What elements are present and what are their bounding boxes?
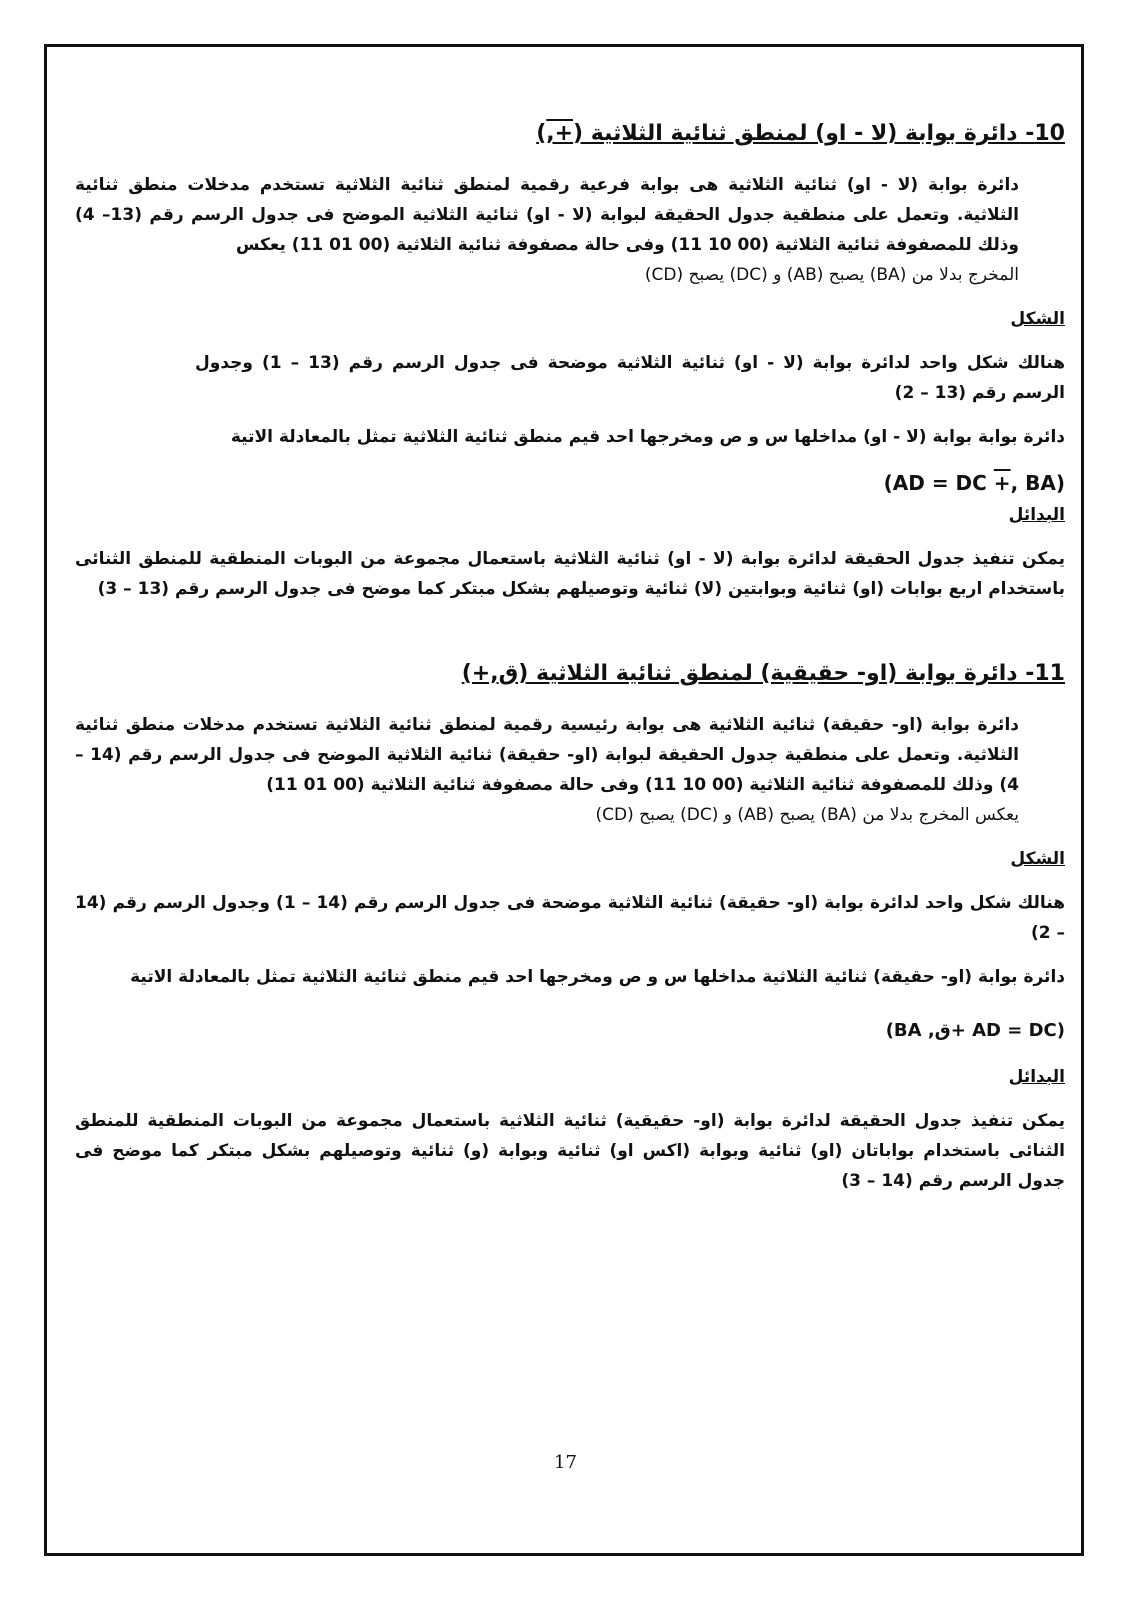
section-11-intro-last-line: يعكس المخرج بدلا من (BA) يصبح (AB) و (DC) يصبح (CD) <box>595 805 1019 825</box>
section-11-alternatives-heading: البدائل <box>1008 1067 1065 1087</box>
section-11-alternatives-text: يمكن تنفيذ جدول الحقيقة لدائرة بوابة (او- حقيقية) ثنائية الثلاثية باستعمال مجموعة من البوبات المنطقية للمنطق الثنائى باستخدام بواباتان (او) ثنائية وبوابة (اكس او) ثنائية وبوابة (و) ثنائية وتوصيلهم بشكل مبتكر كما موضح فى جدول الرسم رقم (14 – 3) <box>75 1111 1065 1191</box>
section-10-intro-last-line: المخرج بدلا من (BA) يصبح (AB) و (DC) يصبح (CD) <box>644 265 1019 285</box>
section-10-title-text: 10- دائرة بوابة (لا - او) لمنطق ثنائية الثلاثية ( <box>573 121 1065 146</box>
section-11-shape-heading: الشكل <box>1010 849 1065 869</box>
section-10-intro: دائرة بوابة (لا - او) ثنائية الثلاثية هى بوابة فرعية رقمية لمنطق ثنائية الثلاثية تستخدم مدخلات منطق ثنائية الثلاثية. وتعمل على منطقية جدول الحقيقة لبوابة (لا - او) ثنائية الثلاثية الموضح فى جدول الرسم رقم (13– 4) وذلك للمصفوفة ثنائية الثلاثية (00 10 11) وفى حالة مصفوفة ثنائية الثلاثية (00 01 11) يعكس <box>75 175 1020 255</box>
section-10-alternatives-text: يمكن تنفيذ جدول الحقيقة لدائرة بوابة (لا - او) ثنائية الثلاثية باستعمال مجموعة من البوبات المنطقية للمنطق الثنائى باستخدام اربع بوابات (او) ثنائية وبوابتين (لا) ثنائية وتوصيلهم بشكل مبتكر كما موضح فى جدول الرسم رقم (13 – 3) <box>75 549 1065 599</box>
section-10-shape-text: هنالك شكل واحد لدائرة بوابة (لا - او) ثنائية الثلاثية موضحة فى جدول الرسم رقم (13 – 1) وجدول الرسم رقم (13 – 2) <box>195 353 1065 403</box>
section-11-intro: دائرة بوابة (او- حقيقة) ثنائية الثلاثية هى بوابة رئيسية رقمية لمنطق ثنائية الثلاثية تستخدم مدخلات منطق ثنائية الثلاثية. وتعمل على منطقية جدول الحقيقة لبوابة (او- حقيقة) ثنائية الثلاثية الموضح فى جدول الرسم رقم (14 – 4) وذلك للمصفوفة ثنائية الثلاثية (00 10 11) وفى حالة مصفوفة ثنائية الثلاثية (00 01 11) <box>75 715 1019 795</box>
section-10-shape-heading: الشكل <box>1010 309 1065 329</box>
equation-10-mark: + <box>993 471 1011 495</box>
section-10-title-mark: +, <box>546 121 574 146</box>
section-10-alternatives-heading: البدائل <box>1008 505 1065 525</box>
section-11-title: 11- دائرة بوابة (او- حقيقية) لمنطق ثنائية الثلاثية (ق,+) <box>461 661 1065 686</box>
page-number: 17 <box>554 1452 577 1473</box>
section-10-title-end: ) <box>536 121 547 146</box>
section-10-equation-intro: دائرة بوابة بوابة (لا - او) مداخلها س و ص ومخرجها احد قيم منطق ثنائية الثلاثية تمثل بالمعادلة الاتية <box>230 427 1065 447</box>
section-10-equation <box>75 466 1065 500</box>
section-11-equation-intro: دائرة بوابة (او- حقيقة) ثنائية الثلاثية مداخلها س و ص ومخرجها احد قيم منطق ثنائية الثلاثية تمثل بالمعادلة الاتية <box>130 967 1065 987</box>
section-10-title <box>75 112 1065 156</box>
equation-10-right: , BA) <box>1010 471 1065 495</box>
section-11-shape-text: هنالك شكل واحد لدائرة بوابة (او- حقيقة) ثنائية الثلاثية موضحة فى جدول الرسم رقم (14 – 1) وجدول الرسم رقم (14 – 2) <box>75 893 1066 943</box>
equation-10-left: (AD = DC <box>883 471 994 495</box>
section-11-equation: (AD = DC +ق, BA) <box>885 1020 1065 1041</box>
page-content <box>75 112 1065 1196</box>
